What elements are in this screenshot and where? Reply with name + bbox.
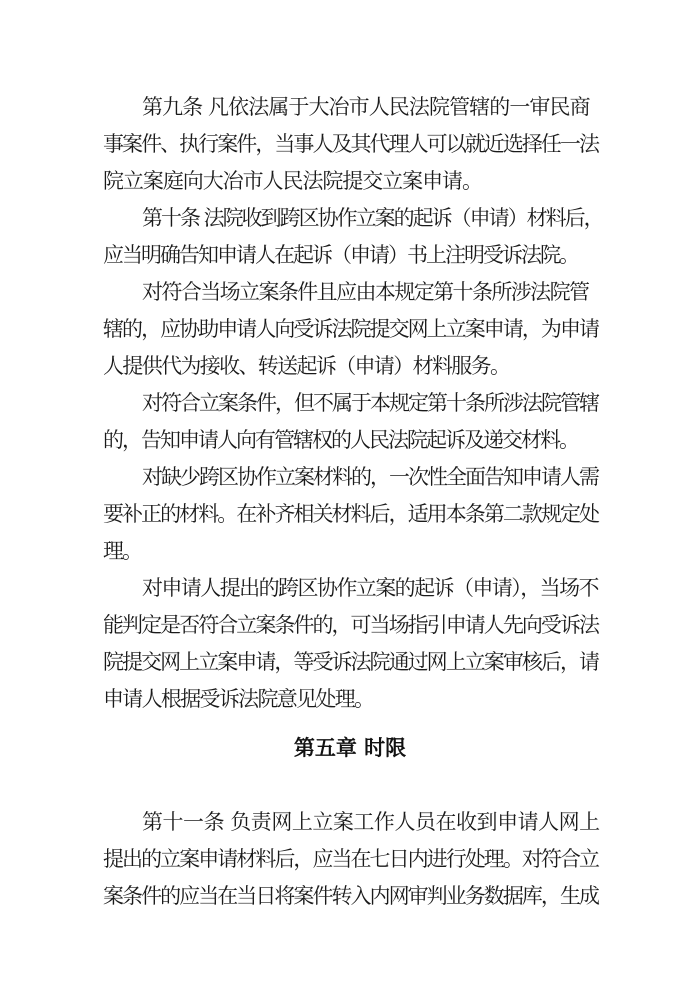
text-line: 理。	[103, 539, 141, 563]
text-line: 对缺少跨区协作立案材料的，一次性全面告知申请人需	[142, 465, 598, 489]
text-line: 第九条 凡依法属于大冶市人民法院管辖的一审民商	[142, 95, 590, 119]
text-line: 申请人根据受诉法院意见处理。	[103, 687, 374, 711]
text-line: 人提供代为接收、转送起诉（申请）材料服务。	[103, 354, 510, 378]
text-line: 对申请人提出的跨区协作立案的起诉（申请），当场不	[142, 576, 598, 600]
text-line: 第十一条 负责网上立案工作人员在收到申请人网上	[142, 810, 600, 834]
text-line: 事案件、执行案件，当事人及其代理人可以就近选择任一法	[103, 132, 599, 156]
text-line: 对符合立案条件，但不属于本规定第十条所涉法院管辖	[142, 391, 598, 415]
text-line: 第十条 法院收到跨区协作立案的起诉（申请）材料后，	[142, 206, 603, 230]
text-line: 提出的立案申请材料后，应当在七日内进行处理。对符合立	[103, 847, 599, 871]
text-line: 能判定是否符合立案条件的，可当场指引申请人先向受诉法	[103, 613, 599, 637]
text-line: 应当明确告知申请人在起诉（申请）书上注明受诉法院。	[103, 243, 578, 267]
text-line: 院立案庭向大冶市人民法院提交立案申请。	[103, 169, 482, 193]
text-line: 辖的，应协助申请人向受诉法院提交网上立案申请，为申请	[103, 317, 599, 341]
text-line: 要补正的材料。在补齐相关材料后，适用本条第二款规定处	[103, 502, 599, 526]
text-line: 案条件的应当在当日将案件转入内网审判业务数据库，生成	[103, 884, 599, 908]
text-line: 院提交网上立案申请，等受诉法院通过网上立案审核后，请	[103, 650, 599, 674]
text-line: 的，告知申请人向有管辖权的人民法院起诉及递交材料。	[103, 428, 578, 452]
text-line: 对符合当场立案条件且应由本规定第十条所涉法院管	[142, 280, 589, 304]
chapter-heading: 第五章 时限	[293, 736, 407, 760]
